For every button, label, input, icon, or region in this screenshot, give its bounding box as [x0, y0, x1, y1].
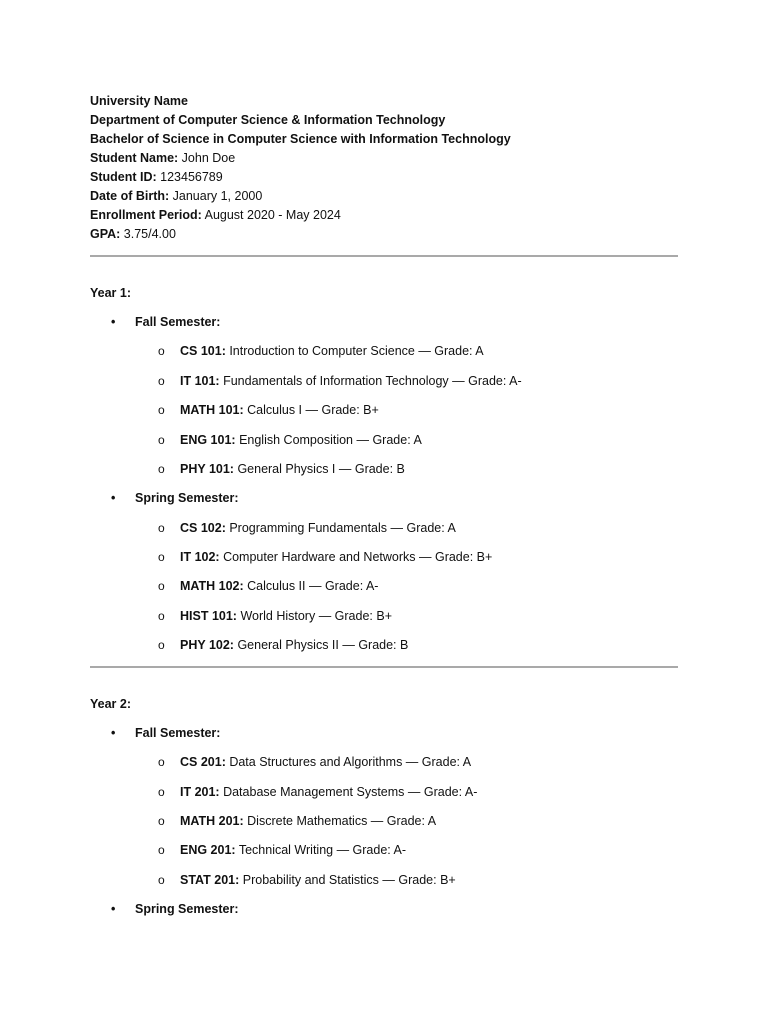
course-item: [90, 460, 678, 479]
gpa-field: [90, 225, 678, 244]
course-item: [90, 753, 678, 772]
course-item: [90, 431, 678, 450]
year-1-heading: Year 1:: [90, 286, 132, 300]
course-item: [90, 636, 678, 655]
course-code: MATH 101:: [180, 403, 244, 417]
circle-bullet-icon: o: [158, 873, 165, 887]
semester-heading: [90, 313, 678, 332]
course-item: [90, 577, 678, 596]
course-text: Fundamentals of Information Technology — Grade: A-: [219, 374, 522, 388]
course-text: General Physics I — Grade: B: [233, 462, 405, 476]
course-code: CS 102:: [180, 521, 226, 535]
semester-heading: [90, 900, 678, 919]
bullet-icon: •: [111, 491, 116, 505]
semester-heading: [90, 489, 678, 508]
circle-bullet-icon: o: [158, 550, 165, 564]
course-text: Data Structures and Algorithms — Grade: A: [225, 755, 472, 769]
date-of-birth-field: [90, 187, 678, 206]
course-item: [90, 841, 678, 860]
field-value: 123456789: [156, 170, 223, 184]
course-code: ENG 101:: [180, 433, 236, 447]
course-code: MATH 201:: [180, 814, 244, 828]
circle-bullet-icon: o: [158, 638, 165, 652]
course-code: CS 101:: [180, 344, 226, 358]
semester-label: Spring Semester:: [135, 491, 239, 505]
course-text: Technical Writing — Grade: A-: [235, 843, 407, 857]
semester-label: Fall Semester:: [135, 315, 221, 329]
course-code: HIST 101:: [180, 609, 237, 623]
circle-bullet-icon: o: [158, 843, 165, 857]
circle-bullet-icon: o: [158, 521, 165, 535]
course-code: PHY 102:: [180, 638, 234, 652]
course-item: [90, 548, 678, 567]
course-text: English Composition — Grade: A: [235, 433, 422, 447]
course-text: General Physics II — Grade: B: [233, 638, 409, 652]
course-code: IT 102:: [180, 550, 220, 564]
course-text: Introduction to Computer Science — Grade: A: [225, 344, 484, 358]
course-text: Calculus II — Grade: A-: [243, 579, 379, 593]
student-name-field: [90, 149, 678, 168]
bullet-icon: •: [111, 902, 116, 916]
enrollment-period-field: [90, 206, 678, 225]
program-name: Bachelor of Science in Computer Science with Information Technology: [90, 132, 511, 146]
circle-bullet-icon: o: [158, 609, 165, 623]
course-code: IT 101:: [180, 374, 220, 388]
field-value: January 1, 2000: [169, 189, 263, 203]
course-item: [90, 372, 678, 391]
course-item: [90, 342, 678, 361]
circle-bullet-icon: o: [158, 374, 165, 388]
course-code: MATH 102:: [180, 579, 244, 593]
course-code: PHY 101:: [180, 462, 234, 476]
transcript-page: [90, 92, 678, 919]
field-value: John Doe: [178, 151, 236, 165]
course-item: [90, 871, 678, 890]
course-item: [90, 401, 678, 420]
circle-bullet-icon: o: [158, 403, 165, 417]
course-item: [90, 519, 678, 538]
circle-bullet-icon: o: [158, 462, 165, 476]
field-label: Enrollment Period:: [90, 208, 202, 222]
bullet-icon: •: [111, 315, 116, 329]
course-code: ENG 201:: [180, 843, 236, 857]
semester-label: Spring Semester:: [135, 902, 239, 916]
course-code: IT 201:: [180, 785, 220, 799]
circle-bullet-icon: o: [158, 433, 165, 447]
section-divider: [90, 666, 678, 668]
course-text: Probability and Statistics — Grade: B+: [239, 873, 456, 887]
section-divider: [90, 255, 678, 257]
course-text: Discrete Mathematics — Grade: A: [243, 814, 437, 828]
circle-bullet-icon: o: [158, 344, 165, 358]
course-text: World History — Grade: B+: [236, 609, 392, 623]
circle-bullet-icon: o: [158, 814, 165, 828]
course-text: Calculus I — Grade: B+: [243, 403, 379, 417]
field-label: Student Name:: [90, 151, 179, 165]
bullet-icon: •: [111, 726, 116, 740]
field-label: Date of Birth:: [90, 189, 170, 203]
field-label: Student ID:: [90, 170, 157, 184]
circle-bullet-icon: o: [158, 579, 165, 593]
student-id-field: [90, 168, 678, 187]
course-code: STAT 201:: [180, 873, 240, 887]
university-name: University Name: [90, 94, 188, 108]
field-value: August 2020 - May 2024: [201, 208, 341, 222]
field-label: GPA:: [90, 227, 121, 241]
circle-bullet-icon: o: [158, 755, 165, 769]
department-name: Department of Computer Science & Information Technology: [90, 113, 446, 127]
circle-bullet-icon: o: [158, 785, 165, 799]
course-text: Computer Hardware and Networks — Grade: B+: [219, 550, 493, 564]
semester-label: Fall Semester:: [135, 726, 221, 740]
course-code: CS 201:: [180, 755, 226, 769]
course-text: Database Management Systems — Grade: A-: [219, 785, 478, 799]
course-text: Programming Fundamentals — Grade: A: [225, 521, 456, 535]
course-item: [90, 812, 678, 831]
year-2-heading: Year 2:: [90, 697, 132, 711]
field-value: 3.75/4.00: [120, 227, 176, 241]
course-item: [90, 783, 678, 802]
semester-heading: [90, 724, 678, 743]
course-item: [90, 607, 678, 626]
